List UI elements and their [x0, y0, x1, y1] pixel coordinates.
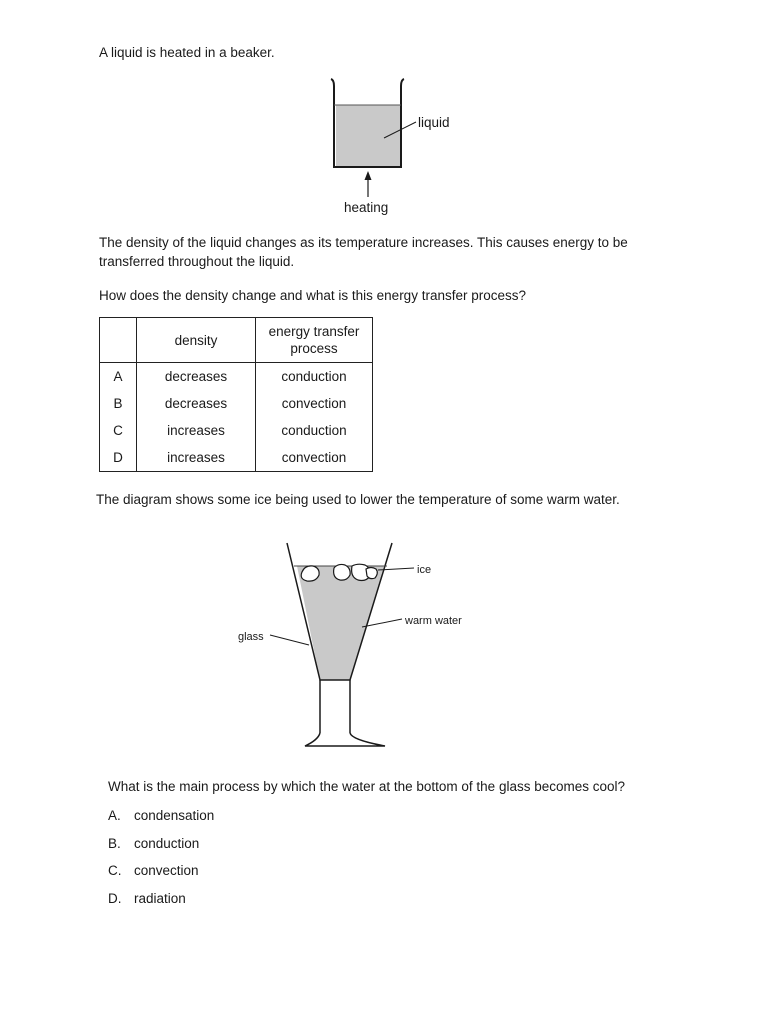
- row-letter: B: [100, 390, 137, 417]
- option-text: conduction: [134, 835, 200, 851]
- q1-intro: A liquid is heated in a beaker.: [99, 45, 275, 60]
- row-process: conduction: [256, 417, 373, 444]
- ice-cubes-icon: [301, 564, 377, 581]
- option-c: [108, 863, 214, 891]
- option-b: [108, 836, 214, 864]
- option-d: [108, 891, 214, 919]
- option-text: convection: [134, 863, 199, 878]
- option-letter: D.: [108, 890, 122, 906]
- glass-label: glass: [238, 631, 264, 643]
- q2-intro: The diagram shows some ice being used to lower the temperature of some warm water.: [96, 492, 620, 507]
- row-density: increases: [137, 417, 256, 444]
- option-letter: B.: [108, 835, 121, 851]
- row-letter: D: [100, 444, 137, 472]
- q1-statement-line2: transferred throughout the liquid.: [99, 254, 295, 269]
- row-density: decreases: [137, 390, 256, 417]
- row-density: increases: [137, 444, 256, 472]
- row-density: decreases: [137, 363, 256, 391]
- option-text: radiation: [134, 890, 186, 906]
- table-header-density: density: [137, 318, 256, 363]
- warm-water-label: warm water: [405, 615, 462, 627]
- row-process: convection: [256, 390, 373, 417]
- ice-label: ice: [417, 564, 432, 576]
- answer-options: [108, 808, 214, 918]
- option-a: [108, 808, 214, 836]
- q1-statement-line1: The density of the liquid changes as its temperature increases. This causes energy to be: [99, 235, 628, 250]
- q1-question: How does the density change and what is this energy transfer process?: [99, 288, 526, 303]
- row-process: convection: [256, 444, 373, 472]
- heating-label: heating: [344, 200, 389, 215]
- option-letter: C.: [108, 863, 122, 878]
- row-letter: C: [100, 417, 137, 444]
- row-process: conduction: [256, 363, 373, 391]
- liquid-label: liquid: [418, 115, 450, 130]
- row-letter: A: [100, 363, 137, 391]
- option-text: condensation: [134, 808, 215, 823]
- option-letter: A.: [108, 808, 121, 823]
- table-header-process-text: energy transfer process: [268, 324, 360, 356]
- q2-question: What is the main process by which the water at the bottom of the glass becomes cool?: [108, 779, 626, 794]
